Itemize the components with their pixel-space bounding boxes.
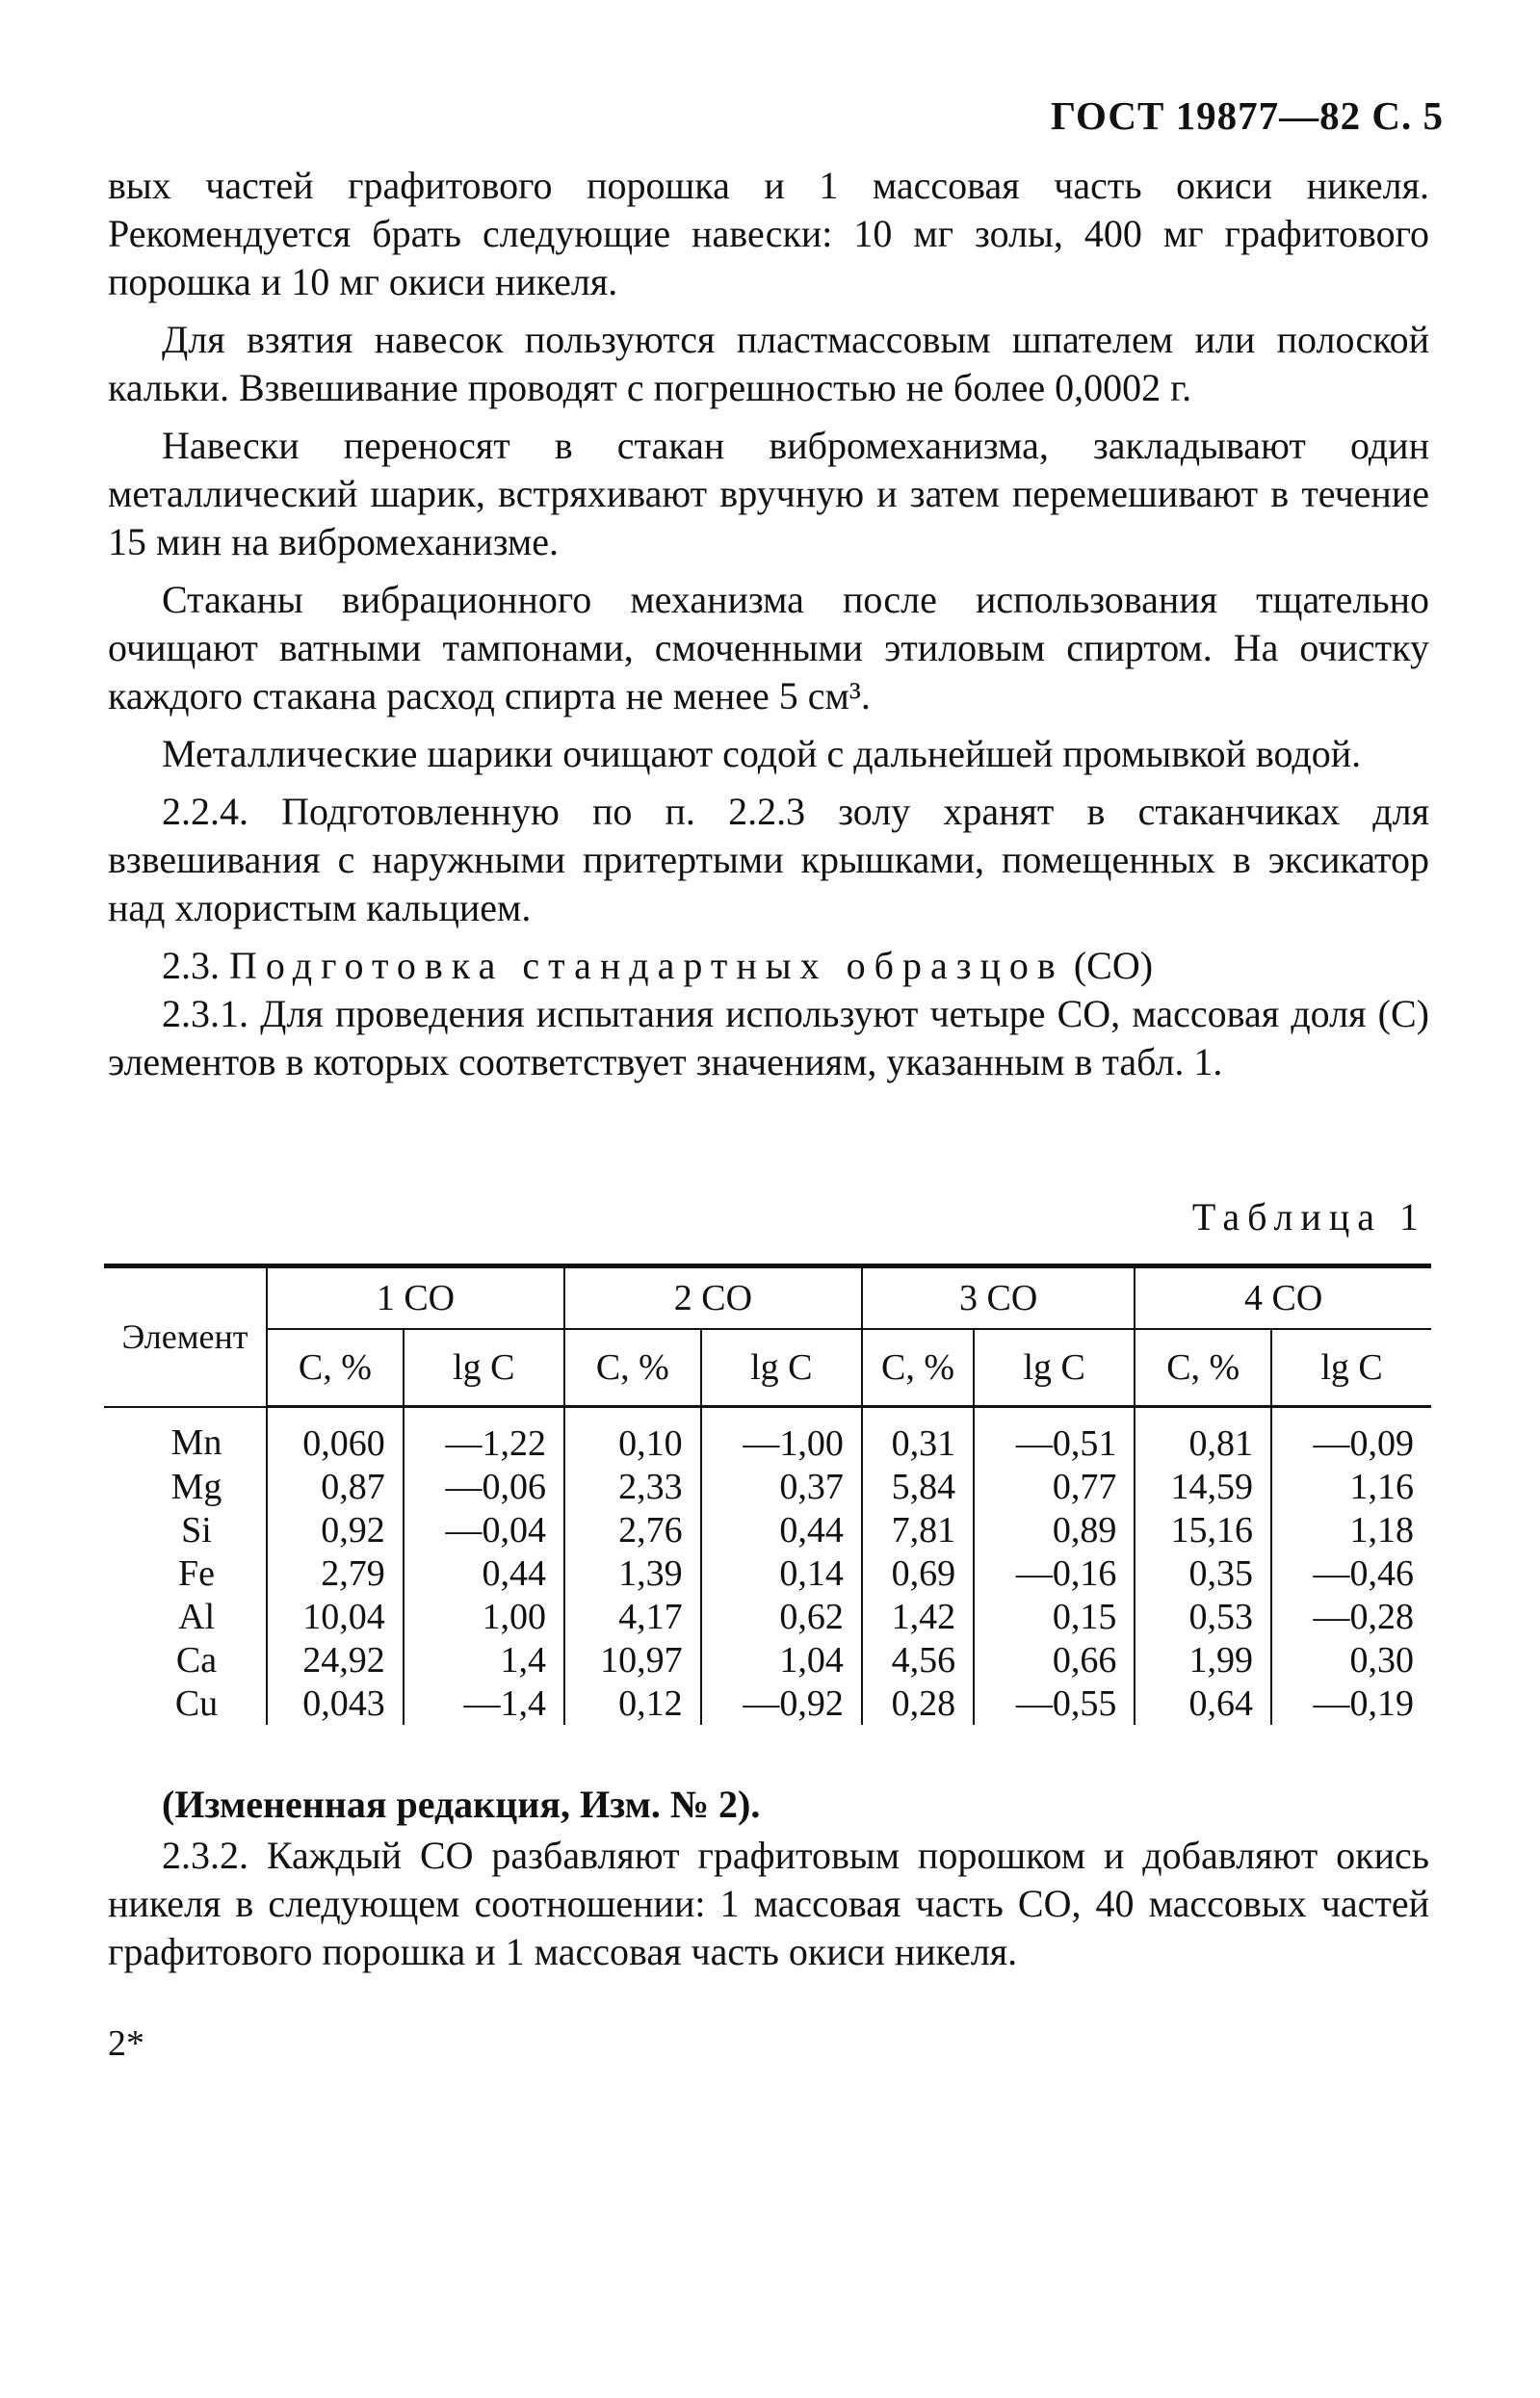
amendment-note: (Измененная редакция, Изм. № 2). bbox=[162, 1783, 761, 1826]
section-abbr: (СО) bbox=[1073, 944, 1154, 987]
log-cell: —0,92 bbox=[701, 1681, 862, 1725]
log-cell: 0,15 bbox=[974, 1595, 1135, 1638]
section-heading bbox=[108, 942, 1429, 990]
sub-header: lg C bbox=[1271, 1329, 1431, 1407]
element-header: Элемент bbox=[104, 1266, 267, 1407]
element-cell: Si bbox=[181, 1509, 212, 1551]
log-cell: 1,04 bbox=[701, 1638, 862, 1681]
concentration-cell: 1,99 bbox=[1135, 1638, 1271, 1681]
concentration-cell: 0,53 bbox=[1135, 1595, 1271, 1638]
paragraph: вых частей графитового порошка и 1 массовая часть окиси никеля. Рекомендуется брать следующие навески: 10 мг золы, 400 мг графитового порошка и 10 мг окиси никеля. bbox=[108, 164, 1429, 303]
paragraph: 2.3.2. Каждый СО разбавляют графитовым порошком и добавляют окись никеля в следующем соотношении: 1 массовая часть СО, 40 массовых частей графитового порошка и 1 массовая часть окиси никеля. bbox=[108, 1834, 1429, 1973]
group-header: 3 СО bbox=[862, 1266, 1135, 1330]
sub-header: lg C bbox=[974, 1329, 1135, 1407]
table-row bbox=[104, 1681, 1431, 1725]
concentration-cell: 2,79 bbox=[267, 1551, 404, 1595]
log-cell: —1,22 bbox=[404, 1407, 564, 1466]
concentration-cell: 0,92 bbox=[267, 1508, 404, 1551]
log-cell: 0,66 bbox=[974, 1638, 1135, 1681]
footer-mark: 2* bbox=[108, 2023, 144, 2064]
log-cell: 0,62 bbox=[701, 1595, 862, 1638]
log-cell: —0,09 bbox=[1271, 1407, 1431, 1466]
concentration-cell: 0,87 bbox=[267, 1465, 404, 1508]
log-cell: 0,37 bbox=[701, 1465, 862, 1508]
group-header: 1 СО bbox=[267, 1266, 564, 1330]
log-cell: —0,19 bbox=[1271, 1681, 1431, 1725]
table-row bbox=[104, 1508, 1431, 1551]
concentration-cell: 5,84 bbox=[862, 1465, 974, 1508]
concentration-cell: 0,81 bbox=[1135, 1407, 1271, 1466]
log-cell: 0,44 bbox=[701, 1508, 862, 1551]
sub-header: lg C bbox=[404, 1329, 564, 1407]
concentration-cell: 2,33 bbox=[564, 1465, 701, 1508]
section-number: 2.3. bbox=[162, 944, 220, 987]
concentration-cell: 0,28 bbox=[862, 1681, 974, 1725]
sub-header: lg C bbox=[701, 1329, 862, 1407]
element-cell: Ca bbox=[175, 1639, 218, 1681]
log-cell: —0,04 bbox=[404, 1508, 564, 1551]
page-header: ГОСТ 19877—82 С. 5 bbox=[1050, 93, 1444, 138]
element-cell: Mn bbox=[170, 1422, 222, 1464]
group-header: 4 СО bbox=[1135, 1266, 1431, 1330]
concentration-cell: 10,97 bbox=[564, 1638, 701, 1681]
paragraph: Стаканы вибрационного механизма после использования тщательно очищают ватными тампонами, смоченными этиловым спиртом. На очистку каждого стакана расход спирта не менее 5 см³. bbox=[108, 578, 1429, 717]
concentration-cell: 0,31 bbox=[862, 1407, 974, 1466]
paragraph: Навески переносят в стакан вибромеханизма, закладывают один металлический шарик, встряхивают вручную и затем перемешивают в течение 15 мин на вибромеханизме. bbox=[108, 424, 1429, 563]
paragraph: Для взятия навесок пользуются пластмассовым шпателем или полоской кальки. Взвешивание проводят с погрешностью не более 0,0002 г. bbox=[108, 318, 1429, 409]
sub-header: С, % bbox=[1135, 1329, 1271, 1407]
table-caption: Таблица 1 bbox=[1191, 1195, 1426, 1238]
log-cell: —0,51 bbox=[974, 1407, 1135, 1466]
table-row bbox=[104, 1465, 1431, 1508]
log-cell: 1,16 bbox=[1271, 1465, 1431, 1508]
log-cell: —1,4 bbox=[404, 1681, 564, 1725]
paragraph: Металлические шарики очищают содой с дальнейшей промывкой водой. bbox=[162, 732, 1362, 775]
concentration-cell: 2,76 bbox=[564, 1508, 701, 1551]
concentration-cell: 0,35 bbox=[1135, 1551, 1271, 1595]
element-cell: Cu bbox=[174, 1682, 219, 1724]
log-cell: —0,16 bbox=[974, 1551, 1135, 1595]
log-cell: 1,4 bbox=[404, 1638, 564, 1681]
concentration-cell: 0,060 bbox=[267, 1407, 404, 1466]
log-cell: —0,46 bbox=[1271, 1551, 1431, 1595]
concentration-cell: 15,16 bbox=[1135, 1508, 1271, 1551]
concentration-cell: 4,17 bbox=[564, 1595, 701, 1638]
log-cell: 1,00 bbox=[404, 1595, 564, 1638]
log-cell: 1,18 bbox=[1271, 1508, 1431, 1551]
body-text bbox=[108, 162, 1429, 1096]
concentration-cell: 1,39 bbox=[564, 1551, 701, 1595]
log-cell: 0,14 bbox=[701, 1551, 862, 1595]
sub-header: С, % bbox=[862, 1329, 974, 1407]
concentration-cell: 1,42 bbox=[862, 1595, 974, 1638]
log-cell: —1,00 bbox=[701, 1407, 862, 1466]
log-cell: —0,28 bbox=[1271, 1595, 1431, 1638]
log-cell: —0,55 bbox=[974, 1681, 1135, 1725]
concentration-cell: 4,56 bbox=[862, 1638, 974, 1681]
element-cell: Mg bbox=[170, 1466, 222, 1507]
group-header: 2 СО bbox=[564, 1266, 862, 1330]
table-row bbox=[104, 1407, 1431, 1466]
concentration-cell: 0,10 bbox=[564, 1407, 701, 1466]
paragraph: 2.2.4. Подготовленную по п. 2.2.3 золу хранят в стаканчиках для взвешивания с наружными притертыми крышками, помещенных в эксикатор над хлористым кальцием. bbox=[108, 790, 1429, 929]
paragraph: 2.3.1. Для проведения испытания используют четыре СО, массовая доля (С) элементов в которых соответствует значениям, указанным в табл. 1. bbox=[108, 992, 1429, 1083]
table-row bbox=[104, 1551, 1431, 1595]
log-cell: 0,89 bbox=[974, 1508, 1135, 1551]
log-cell: 0,30 bbox=[1271, 1638, 1431, 1681]
sub-header: С, % bbox=[564, 1329, 701, 1407]
concentration-cell: 0,043 bbox=[267, 1681, 404, 1725]
data-table bbox=[104, 1264, 1431, 1725]
section-title: Подготовка стандартных образцов bbox=[229, 944, 1064, 987]
log-cell: 0,77 bbox=[974, 1465, 1135, 1508]
concentration-cell: 7,81 bbox=[862, 1508, 974, 1551]
concentration-cell: 0,69 bbox=[862, 1551, 974, 1595]
log-cell: 0,44 bbox=[404, 1551, 564, 1595]
table-row bbox=[104, 1638, 1431, 1681]
element-cell: Al bbox=[178, 1596, 215, 1637]
log-cell: —0,06 bbox=[404, 1465, 564, 1508]
concentration-cell: 0,12 bbox=[564, 1681, 701, 1725]
element-cell: Fe bbox=[178, 1552, 215, 1594]
concentration-cell: 0,64 bbox=[1135, 1681, 1271, 1725]
concentration-cell: 10,04 bbox=[267, 1595, 404, 1638]
body-text-continued bbox=[108, 1832, 1429, 1976]
concentration-cell: 24,92 bbox=[267, 1638, 404, 1681]
concentration-cell: 14,59 bbox=[1135, 1465, 1271, 1508]
sub-header: С, % bbox=[267, 1329, 404, 1407]
table-row bbox=[104, 1595, 1431, 1638]
